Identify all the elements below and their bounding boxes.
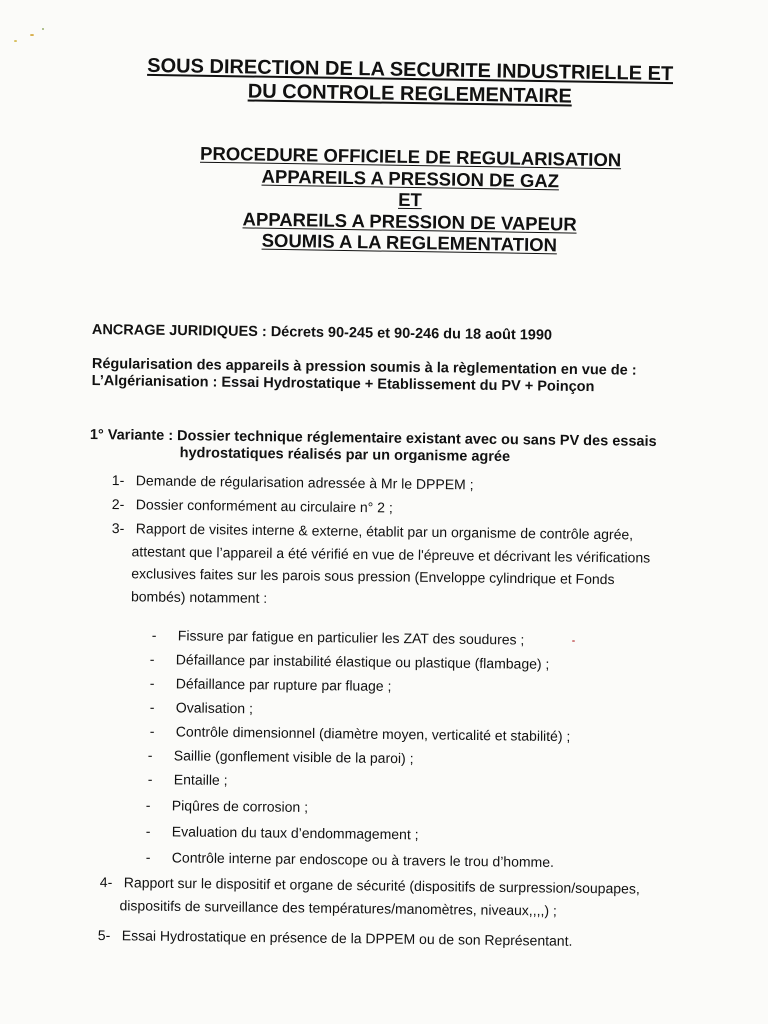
item-number: 1- (111, 471, 125, 489)
sub-list-item (148, 744, 414, 769)
sub-list-item (146, 794, 308, 818)
item-number: 5- (97, 926, 111, 944)
sub-list-item (146, 846, 554, 873)
variant-heading (90, 427, 657, 468)
sub-item-text: Défaillance par rupture par fluage ; (175, 675, 392, 694)
scan-speck (42, 28, 44, 30)
sub-item-text: Fissure par fatigue en particulier les ZAT des soudures ; (177, 627, 525, 648)
item-number: 3- (111, 519, 125, 537)
sub-list-item (150, 672, 392, 697)
item-text: dispositifs de surveillance des températures/manomètres, niveaux,,,,) ; (119, 896, 557, 919)
dash-bullet: - (147, 746, 153, 764)
title-line: SOUS DIRECTION DE LA SECURITE INDUSTRIELLE ET (147, 54, 674, 86)
sub-item-text: Evaluation du taux d’endommagement ; (171, 823, 419, 843)
regularisation-paragraph (92, 356, 637, 397)
item-number: 4- (99, 873, 113, 891)
scan-speck (30, 34, 34, 36)
sub-list-item (150, 720, 571, 747)
sub-item-text: Contrôle interne par endoscope ou à travers le trou d’homme. (171, 849, 555, 870)
scan-speck (572, 640, 575, 642)
dash-bullet: - (149, 722, 155, 740)
legal-basis: ANCRAGE JURIDIQUES : Décrets 90-245 et 90-246 du 18 août 1990 (91, 322, 553, 344)
item-text: Rapport sur le dispositif et organe de sécurité (dispositifs de surpression/soupapes, (123, 874, 640, 897)
dash-bullet: - (147, 770, 153, 788)
dash-bullet: - (149, 650, 155, 668)
sub-list-item (146, 820, 419, 845)
document-subtitle (79, 141, 741, 259)
item-text: Rapport de visites interne & externe, établit par un organisme de contrôle agrée, (135, 520, 634, 543)
list-item (112, 493, 393, 519)
sub-item-text: Contrôle dimensionnel (diamètre moyen, verticalité et stabilité) ; (175, 723, 571, 745)
scan-speck (14, 40, 17, 42)
sub-item-text: Défaillance par instabilité élastique ou plastique (flambage) ; (175, 651, 550, 672)
dash-bullet: - (151, 626, 157, 644)
sub-list-item (148, 768, 228, 791)
sub-item-text: Saillie (gonflement visible de la paroi) ; (173, 747, 414, 767)
variant-line: hydrostatiques réalisés par un organisme agrée (179, 445, 511, 466)
list-item (98, 924, 573, 952)
document-title (80, 53, 741, 111)
dash-bullet: - (149, 698, 155, 716)
dash-bullet: - (145, 796, 151, 814)
subtitle-line: APPAREILS A PRESSION DE GAZ (261, 165, 560, 191)
sub-item-text: Piqûres de corrosion ; (171, 797, 309, 815)
item-text: exclusives faites sur les parois sous pression (Enveloppe cylindrique et Fonds (131, 565, 615, 588)
subtitle-line: ET (398, 188, 422, 211)
item-text: attestant que l’appareil a été vérifié en vue de l'épreuve et décrivant les vérifications (131, 542, 651, 566)
sub-list-item (152, 624, 525, 651)
dash-bullet: - (145, 822, 151, 840)
sub-item-text: Ovalisation ; (175, 699, 254, 717)
item-number: 2- (111, 495, 125, 513)
list-item (99, 871, 639, 923)
subtitle-line: PROCEDURE OFFICIELE DE REGULARISATION (199, 142, 622, 171)
variant-line: 1° Variante : Dossier technique réglementaire existant avec ou sans PV des essais (89, 427, 657, 450)
item-text: bombés) notamment : (130, 587, 268, 606)
item-text: Dossier conformément au circulaire n° 2 ; (135, 496, 393, 516)
list-item (111, 517, 651, 614)
title-line: DU CONTROLE REGLEMENTAIRE (247, 80, 572, 108)
regularisation-line: Régularisation des appareils à pression soumis à la règlementation en vue de : (91, 356, 637, 379)
subtitle-line: SOUMIS A LA REGLEMENTATION (261, 229, 558, 256)
subtitle-line: APPAREILS A PRESSION DE VAPEUR (242, 207, 577, 235)
dash-bullet: - (149, 674, 155, 692)
dash-bullet: - (145, 848, 151, 866)
sub-list-item (150, 696, 253, 719)
list-item (112, 469, 474, 496)
item-text: Essai Hydrostatique en présence de la DPPEM ou de son Représentant. (121, 927, 573, 949)
sub-list-item (150, 648, 550, 675)
regularisation-line: L’Algérianisation : Essai Hydrostatique + Etablissement du PV + Poinçon (91, 372, 595, 396)
item-text: Demande de régularisation adressée à Mr le DPPEM ; (135, 472, 474, 493)
sub-item-text: Entaille ; (173, 771, 228, 788)
